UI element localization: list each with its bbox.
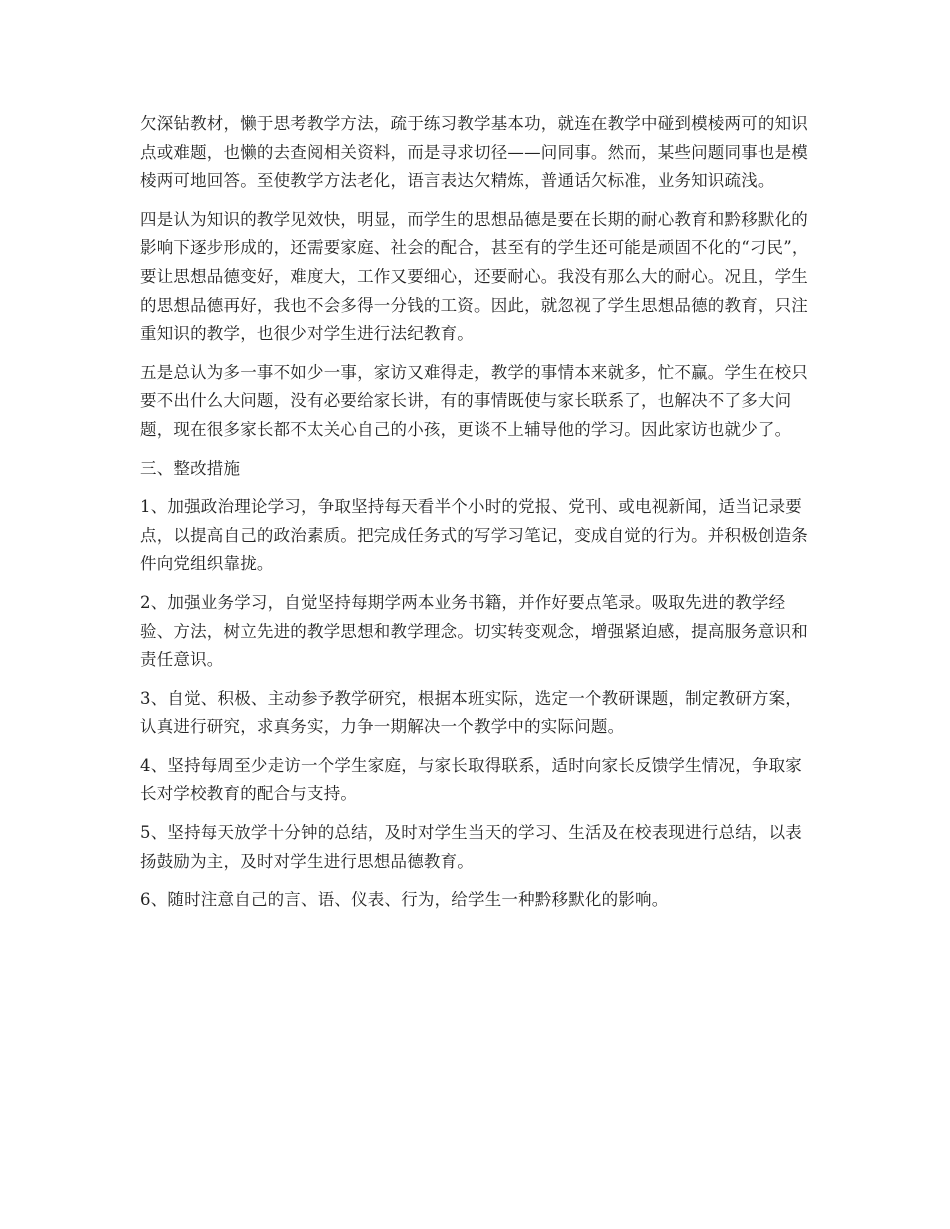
measure-1: 1、加强政治理论学习，争取坚持每天看半个小时的党报、党刊、或电视新闻，适当记录要点，以提高自己的政治素质。把完成任务式的写学习笔记，变成自觉的行为。并积极创造条件向党组织靠拢。 [140, 497, 808, 574]
section-heading: 三、整改措施 [140, 458, 241, 478]
measure-5: 5、坚持每天放学十分钟的总结，及时对学生当天的学习、生活及在校表现进行总结，以表扬鼓励为主，及时对学生进行思想品德教育。 [140, 823, 802, 871]
measure-4: 4、坚持每周至少走访一个学生家庭，与家长取得联系，适时向家长反馈学生情况，争取家长对学校教育的配合与支持。 [140, 755, 802, 804]
measure-3: 3、自觉、积极、主动参予教学研究，根据本班实际，选定一个教研课题，制定教研方案，认真进行研究，求真务实，力争一期解决一个教学中的实际问题。 [140, 688, 802, 737]
paragraph-1: 欠深钻教材，懒于思考教学方法，疏于练习教学基本功，就连在教学中碰到模棱两可的知识点或难题，也懒的去查阅相关资料，而是寻求切径——问同事。然而，某些问题同事也是模棱两可地回答。至使教学方法老化，语言表达欠精炼，普通话欠标准，业务知识疏浅。 [140, 114, 808, 191]
document-body [140, 110, 812, 925]
measure-6: 6、随时注意自己的言、语、仪表、行为，给学生一种黔移默化的影响。 [140, 890, 669, 910]
paragraph-2: 四是认为知识的教学见效快，明显，而学生的思想品德是要在长期的耐心教育和黔移默化的影响下逐步形成的，还需要家庭、社会的配合，甚至有的学生还可能是顽固不化的“刁民”，要让思想品德变好，难度大，工作又要细心，还要耐心。我没有那么大的耐心。况且，学生的思想品德再好，我也不会多得一分钱的工资。因此，就忽视了学生思想品德的教育，只注重知识的教学，也很少对学生进行法纪教育。 [140, 209, 809, 344]
measure-2: 2、加强业务学习，自觉坚持每期学两本业务书籍，并作好要点笔录。吸取先进的教学经验、方法，树立先进的教学思想和教学理念。切实转变观念，增强紧迫感，提高服务意识和责任意识。 [140, 592, 808, 670]
paragraph-3: 五是总认为多一事不如少一事，家访又难得走，教学的事情本来就多，忙不赢。学生在校只要不出什么大问题，没有必要给家长讲，有的事情既使与家长联系了，也解决不了多大问题，现在很多家长都不太关心自己的小孩，更谈不上辅导他的学习。因此家访也就少了。 [140, 362, 808, 439]
